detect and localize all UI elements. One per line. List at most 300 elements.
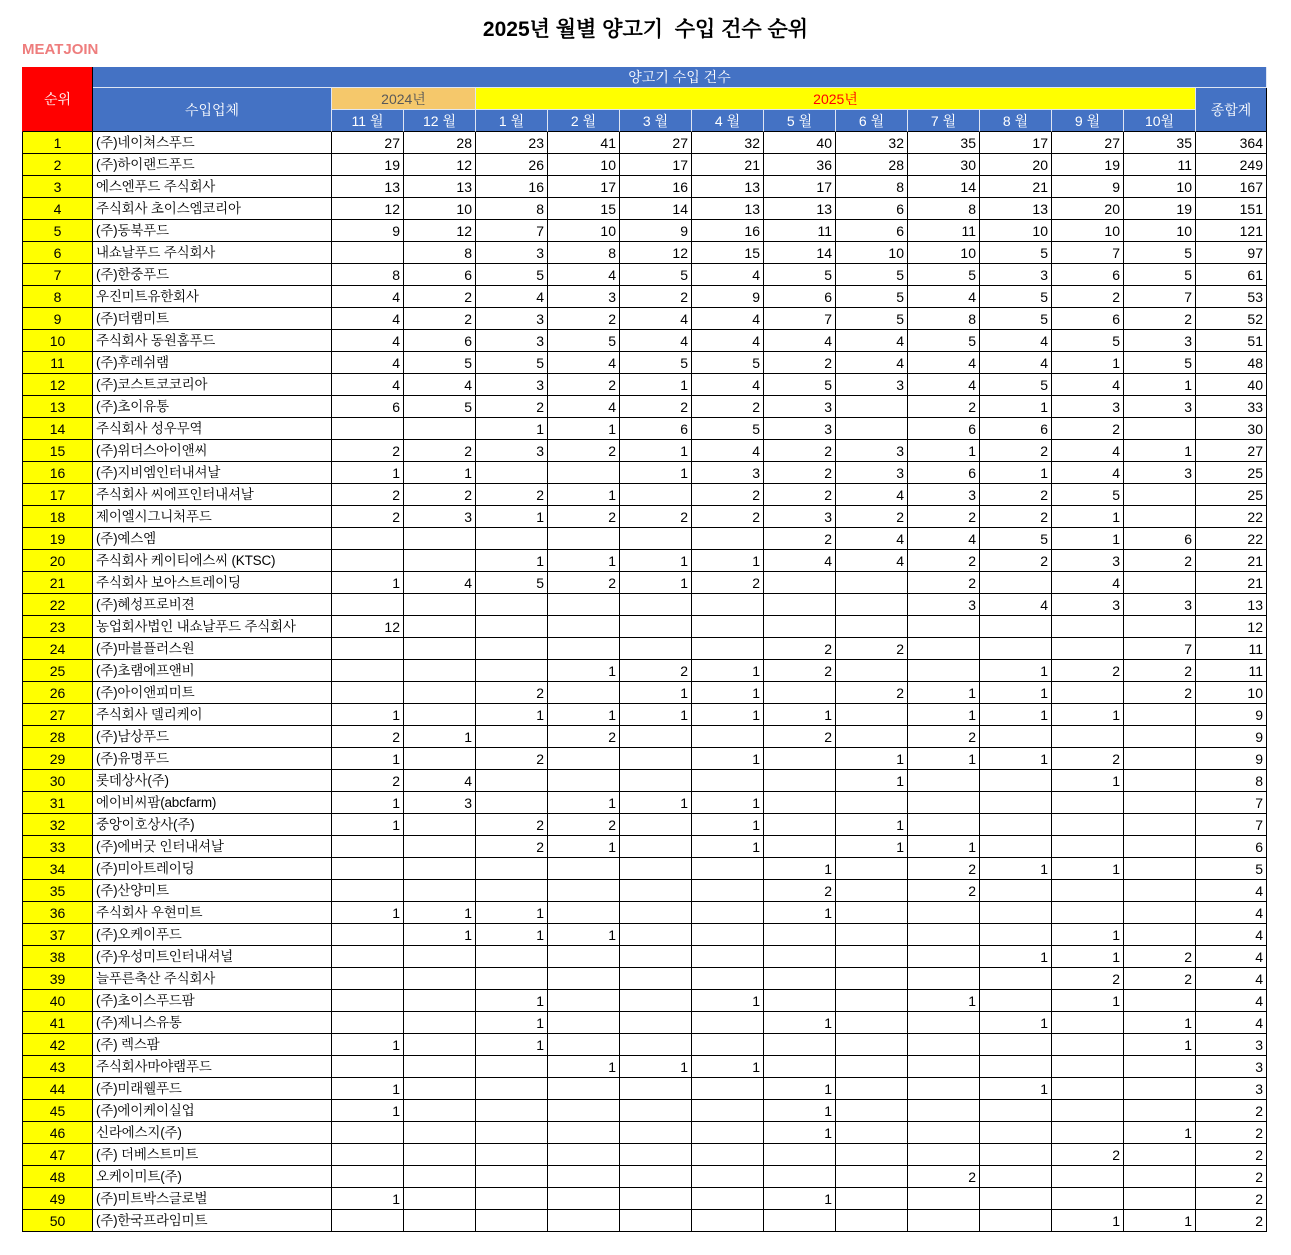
monthly-count-cell <box>404 660 476 682</box>
monthly-count-cell: 5 <box>908 330 980 352</box>
monthly-count-cell: 4 <box>908 528 980 550</box>
monthly-count-cell <box>692 1210 764 1232</box>
monthly-count-cell: 17 <box>620 154 692 176</box>
monthly-count-cell: 1 <box>908 440 980 462</box>
company-name-cell: 제이엘시그니처푸드 <box>93 506 332 528</box>
monthly-count-cell <box>908 638 980 660</box>
monthly-count-cell: 3 <box>476 308 548 330</box>
monthly-count-cell <box>548 1100 620 1122</box>
monthly-count-cell <box>1052 792 1124 814</box>
monthly-count-cell <box>692 770 764 792</box>
monthly-count-cell: 1 <box>620 550 692 572</box>
monthly-count-cell <box>332 1012 404 1034</box>
monthly-count-cell: 3 <box>476 440 548 462</box>
monthly-count-cell: 1 <box>404 462 476 484</box>
rank-cell: 11 <box>22 352 93 374</box>
company-name-cell: (주)유명푸드 <box>93 748 332 770</box>
monthly-count-cell: 3 <box>1124 462 1196 484</box>
month-header: 4 월 <box>692 110 764 132</box>
monthly-count-cell: 4 <box>1052 572 1124 594</box>
monthly-count-cell: 2 <box>908 880 980 902</box>
monthly-count-cell <box>332 858 404 880</box>
monthly-count-cell <box>548 638 620 660</box>
monthly-count-cell <box>548 1078 620 1100</box>
monthly-count-cell: 1 <box>836 814 908 836</box>
monthly-count-cell <box>332 682 404 704</box>
monthly-count-cell <box>836 902 908 924</box>
monthly-count-cell: 1 <box>692 814 764 836</box>
company-name-cell: (주)동북푸드 <box>93 220 332 242</box>
monthly-count-cell: 3 <box>1052 396 1124 418</box>
monthly-count-cell: 1 <box>692 704 764 726</box>
monthly-count-cell <box>404 1056 476 1078</box>
monthly-count-cell <box>764 1210 836 1232</box>
monthly-count-cell <box>908 1078 980 1100</box>
monthly-count-cell <box>764 1034 836 1056</box>
monthly-count-cell: 5 <box>1052 484 1124 506</box>
monthly-count-cell <box>548 1012 620 1034</box>
monthly-count-cell: 4 <box>692 374 764 396</box>
total-count-cell: 22 <box>1196 506 1267 528</box>
monthly-count-cell: 3 <box>692 462 764 484</box>
total-count-cell: 33 <box>1196 396 1267 418</box>
rank-cell: 45 <box>22 1100 93 1122</box>
total-count-cell: 7 <box>1196 814 1267 836</box>
rank-cell: 2 <box>22 154 93 176</box>
monthly-count-cell <box>764 1144 836 1166</box>
monthly-count-cell: 2 <box>692 506 764 528</box>
monthly-count-cell <box>836 1034 908 1056</box>
monthly-count-cell: 1 <box>332 814 404 836</box>
monthly-count-cell: 16 <box>692 220 764 242</box>
monthly-count-cell <box>692 638 764 660</box>
monthly-count-cell: 1 <box>620 1056 692 1078</box>
monthly-count-cell <box>404 1012 476 1034</box>
monthly-count-cell: 2 <box>908 858 980 880</box>
monthly-count-cell: 2 <box>908 1166 980 1188</box>
monthly-count-cell: 30 <box>908 154 980 176</box>
total-count-cell: 30 <box>1196 418 1267 440</box>
monthly-count-cell <box>404 990 476 1012</box>
monthly-count-cell <box>1052 616 1124 638</box>
monthly-count-cell <box>1124 418 1196 440</box>
monthly-count-cell: 1 <box>908 704 980 726</box>
monthly-count-cell: 1 <box>620 572 692 594</box>
company-name-cell: 농업회사법인 내쇼날푸드 주식회사 <box>93 616 332 638</box>
monthly-count-cell: 27 <box>620 132 692 154</box>
monthly-count-cell: 2 <box>908 506 980 528</box>
monthly-count-cell: 1 <box>1124 1034 1196 1056</box>
rank-cell: 35 <box>22 880 93 902</box>
monthly-count-cell <box>836 968 908 990</box>
company-name-cell: (주)위더스아이앤씨 <box>93 440 332 462</box>
monthly-count-cell: 1 <box>476 924 548 946</box>
monthly-count-cell: 1 <box>476 1034 548 1056</box>
rank-cell: 23 <box>22 616 93 638</box>
monthly-count-cell <box>1052 1100 1124 1122</box>
company-name-cell: (주)에버굿 인터내셔날 <box>93 836 332 858</box>
monthly-count-cell <box>692 528 764 550</box>
monthly-count-cell <box>404 616 476 638</box>
monthly-count-cell: 3 <box>836 462 908 484</box>
monthly-count-cell <box>1052 1188 1124 1210</box>
monthly-count-cell <box>620 836 692 858</box>
rank-cell: 5 <box>22 220 93 242</box>
company-name-cell: (주)제니스유통 <box>93 1012 332 1034</box>
monthly-count-cell: 5 <box>980 528 1052 550</box>
company-name-cell: (주)우성미트인터내셔널 <box>93 946 332 968</box>
monthly-count-cell: 1 <box>1124 1122 1196 1144</box>
company-header: 수입업체 <box>93 88 332 132</box>
rank-cell: 3 <box>22 176 93 198</box>
monthly-count-cell <box>908 1056 980 1078</box>
monthly-count-cell <box>1124 1144 1196 1166</box>
monthly-count-cell <box>980 902 1052 924</box>
company-name-cell: 주식회사 초이스엠코리아 <box>93 198 332 220</box>
monthly-count-cell: 2 <box>620 506 692 528</box>
monthly-count-cell <box>476 1210 548 1232</box>
monthly-count-cell <box>476 968 548 990</box>
monthly-count-cell <box>548 462 620 484</box>
rank-cell: 26 <box>22 682 93 704</box>
rank-cell: 10 <box>22 330 93 352</box>
monthly-count-cell: 14 <box>764 242 836 264</box>
monthly-count-cell <box>476 594 548 616</box>
monthly-count-cell <box>836 726 908 748</box>
monthly-count-cell <box>764 924 836 946</box>
monthly-count-cell <box>980 1056 1052 1078</box>
monthly-count-cell: 1 <box>404 726 476 748</box>
monthly-count-cell: 14 <box>620 198 692 220</box>
monthly-count-cell <box>404 968 476 990</box>
monthly-count-cell: 1 <box>476 1012 548 1034</box>
monthly-count-cell: 2 <box>620 286 692 308</box>
monthly-count-cell: 3 <box>836 374 908 396</box>
monthly-count-cell: 1 <box>476 990 548 1012</box>
year-2024-header: 2024년 <box>332 88 476 110</box>
month-header: 10월 <box>1124 110 1196 132</box>
month-header: 2 월 <box>548 110 620 132</box>
monthly-count-cell <box>908 660 980 682</box>
monthly-count-cell: 8 <box>908 308 980 330</box>
monthly-count-cell <box>764 770 836 792</box>
monthly-count-cell: 8 <box>476 198 548 220</box>
monthly-count-cell <box>332 638 404 660</box>
monthly-count-cell <box>836 1122 908 1144</box>
ranking-table <box>22 67 1267 1232</box>
monthly-count-cell: 1 <box>548 704 620 726</box>
rank-cell: 43 <box>22 1056 93 1078</box>
monthly-count-cell: 1 <box>764 902 836 924</box>
monthly-count-cell: 2 <box>908 572 980 594</box>
monthly-count-cell <box>404 1034 476 1056</box>
monthly-count-cell <box>548 682 620 704</box>
total-count-cell: 52 <box>1196 308 1267 330</box>
monthly-count-cell <box>332 1122 404 1144</box>
company-name-cell: (주)더램미트 <box>93 308 332 330</box>
monthly-count-cell <box>548 858 620 880</box>
company-name-cell: (주)산양미트 <box>93 880 332 902</box>
monthly-count-cell <box>548 528 620 550</box>
monthly-count-cell: 4 <box>836 528 908 550</box>
monthly-count-cell: 11 <box>1124 154 1196 176</box>
monthly-count-cell: 2 <box>764 726 836 748</box>
monthly-count-cell <box>836 660 908 682</box>
monthly-count-cell: 12 <box>332 616 404 638</box>
rank-cell: 18 <box>22 506 93 528</box>
monthly-count-cell <box>620 924 692 946</box>
monthly-count-cell: 1 <box>548 792 620 814</box>
monthly-count-cell: 4 <box>548 352 620 374</box>
total-count-cell: 4 <box>1196 902 1267 924</box>
total-count-cell: 11 <box>1196 660 1267 682</box>
monthly-count-cell: 2 <box>332 726 404 748</box>
monthly-count-cell: 2 <box>476 682 548 704</box>
monthly-count-cell <box>980 726 1052 748</box>
monthly-count-cell: 13 <box>980 198 1052 220</box>
monthly-count-cell <box>836 1056 908 1078</box>
monthly-count-cell <box>692 924 764 946</box>
monthly-count-cell <box>980 990 1052 1012</box>
company-name-cell: (주)초이스푸드팜 <box>93 990 332 1012</box>
total-count-cell: 249 <box>1196 154 1267 176</box>
monthly-count-cell <box>404 1100 476 1122</box>
monthly-count-cell <box>620 638 692 660</box>
monthly-count-cell: 1 <box>548 418 620 440</box>
monthly-count-cell: 7 <box>1124 286 1196 308</box>
monthly-count-cell: 13 <box>692 176 764 198</box>
monthly-count-cell <box>692 1100 764 1122</box>
monthly-count-cell <box>764 946 836 968</box>
total-count-cell: 4 <box>1196 946 1267 968</box>
rank-cell: 31 <box>22 792 93 814</box>
month-header: 11 월 <box>332 110 404 132</box>
monthly-count-cell: 1 <box>332 1034 404 1056</box>
total-count-cell: 167 <box>1196 176 1267 198</box>
monthly-count-cell: 10 <box>1124 220 1196 242</box>
monthly-count-cell: 1 <box>1052 924 1124 946</box>
monthly-count-cell <box>620 858 692 880</box>
monthly-count-cell: 11 <box>764 220 836 242</box>
monthly-count-cell <box>476 528 548 550</box>
monthly-count-cell <box>1052 682 1124 704</box>
rank-cell: 34 <box>22 858 93 880</box>
company-name-cell: 주식회사 동원홈푸드 <box>93 330 332 352</box>
monthly-count-cell: 2 <box>1124 968 1196 990</box>
meatjoin-logo: MEATJOIN <box>22 41 99 58</box>
monthly-count-cell: 16 <box>476 176 548 198</box>
monthly-count-cell <box>1124 726 1196 748</box>
monthly-count-cell <box>692 946 764 968</box>
monthly-count-cell: 6 <box>908 418 980 440</box>
month-header: 8 월 <box>980 110 1052 132</box>
monthly-count-cell: 19 <box>1052 154 1124 176</box>
monthly-count-cell: 1 <box>332 902 404 924</box>
monthly-count-cell: 2 <box>764 440 836 462</box>
monthly-count-cell: 9 <box>1052 176 1124 198</box>
monthly-count-cell: 1 <box>548 1056 620 1078</box>
monthly-count-cell <box>1052 1122 1124 1144</box>
monthly-count-cell <box>404 638 476 660</box>
rank-cell: 21 <box>22 572 93 594</box>
monthly-count-cell <box>980 968 1052 990</box>
monthly-count-cell: 2 <box>548 726 620 748</box>
monthly-count-cell <box>476 1166 548 1188</box>
monthly-count-cell: 5 <box>980 374 1052 396</box>
rank-cell: 32 <box>22 814 93 836</box>
month-header: 7 월 <box>908 110 980 132</box>
rank-cell: 7 <box>22 264 93 286</box>
rank-cell: 36 <box>22 902 93 924</box>
monthly-count-cell <box>908 1188 980 1210</box>
rank-cell: 15 <box>22 440 93 462</box>
monthly-count-cell: 9 <box>332 220 404 242</box>
total-count-cell: 4 <box>1196 924 1267 946</box>
monthly-count-cell <box>908 814 980 836</box>
monthly-count-cell: 1 <box>1052 352 1124 374</box>
monthly-count-cell: 3 <box>980 264 1052 286</box>
total-count-cell: 3 <box>1196 1056 1267 1078</box>
monthly-count-cell <box>836 1166 908 1188</box>
company-name-cell: 에이비씨팜(abcfarm) <box>93 792 332 814</box>
monthly-count-cell: 16 <box>620 176 692 198</box>
monthly-count-cell: 1 <box>476 704 548 726</box>
monthly-count-cell <box>548 1188 620 1210</box>
monthly-count-cell: 1 <box>548 660 620 682</box>
monthly-count-cell: 1 <box>692 682 764 704</box>
month-header: 5 월 <box>764 110 836 132</box>
total-header: 종합계 <box>1196 88 1267 132</box>
monthly-count-cell: 4 <box>548 264 620 286</box>
monthly-count-cell: 12 <box>332 198 404 220</box>
monthly-count-cell: 11 <box>908 220 980 242</box>
monthly-count-cell: 2 <box>764 462 836 484</box>
monthly-count-cell: 3 <box>404 506 476 528</box>
monthly-count-cell: 1 <box>908 748 980 770</box>
total-count-cell: 5 <box>1196 858 1267 880</box>
monthly-count-cell <box>332 660 404 682</box>
monthly-count-cell <box>764 792 836 814</box>
monthly-count-cell <box>692 1078 764 1100</box>
monthly-count-cell: 1 <box>620 704 692 726</box>
monthly-count-cell: 2 <box>404 484 476 506</box>
company-name-cell: (주)초램에프앤비 <box>93 660 332 682</box>
monthly-count-cell: 4 <box>332 308 404 330</box>
monthly-count-cell: 2 <box>908 550 980 572</box>
total-count-cell: 9 <box>1196 726 1267 748</box>
monthly-count-cell <box>764 682 836 704</box>
monthly-count-cell <box>620 902 692 924</box>
monthly-count-cell <box>620 1078 692 1100</box>
monthly-count-cell <box>1124 924 1196 946</box>
monthly-count-cell <box>404 1144 476 1166</box>
monthly-count-cell <box>404 880 476 902</box>
monthly-count-cell: 2 <box>1052 968 1124 990</box>
company-name-cell: 오케이미트(주) <box>93 1166 332 1188</box>
rank-cell: 39 <box>22 968 93 990</box>
monthly-count-cell: 2 <box>764 880 836 902</box>
monthly-count-cell: 1 <box>836 748 908 770</box>
monthly-count-cell <box>980 1144 1052 1166</box>
monthly-count-cell: 5 <box>980 286 1052 308</box>
monthly-count-cell: 5 <box>404 396 476 418</box>
monthly-count-cell <box>620 770 692 792</box>
monthly-count-cell <box>1052 1012 1124 1034</box>
company-name-cell: 주식회사 성우무역 <box>93 418 332 440</box>
company-name-cell: (주) 렉스팜 <box>93 1034 332 1056</box>
monthly-count-cell <box>1052 1034 1124 1056</box>
monthly-count-cell <box>1124 792 1196 814</box>
monthly-count-cell <box>404 528 476 550</box>
monthly-count-cell: 2 <box>332 440 404 462</box>
monthly-count-cell: 10 <box>404 198 476 220</box>
monthly-count-cell: 4 <box>836 550 908 572</box>
monthly-count-cell: 2 <box>476 814 548 836</box>
monthly-count-cell: 1 <box>980 704 1052 726</box>
monthly-count-cell: 4 <box>980 330 1052 352</box>
monthly-count-cell <box>836 396 908 418</box>
monthly-count-cell <box>836 1188 908 1210</box>
rank-cell: 16 <box>22 462 93 484</box>
monthly-count-cell: 4 <box>332 330 404 352</box>
rank-cell: 1 <box>22 132 93 154</box>
monthly-count-cell <box>836 858 908 880</box>
monthly-count-cell: 27 <box>1052 132 1124 154</box>
monthly-count-cell: 1 <box>548 924 620 946</box>
monthly-count-cell: 36 <box>764 154 836 176</box>
total-count-cell: 8 <box>1196 770 1267 792</box>
company-name-cell: 신라에스지(주) <box>93 1122 332 1144</box>
monthly-count-cell: 1 <box>692 748 764 770</box>
monthly-count-cell: 1 <box>980 462 1052 484</box>
total-count-cell: 2 <box>1196 1166 1267 1188</box>
monthly-count-cell: 5 <box>620 264 692 286</box>
rank-cell: 8 <box>22 286 93 308</box>
monthly-count-cell: 6 <box>980 418 1052 440</box>
monthly-count-cell: 2 <box>764 660 836 682</box>
monthly-count-cell <box>1124 770 1196 792</box>
monthly-count-cell <box>980 836 1052 858</box>
monthly-count-cell <box>332 528 404 550</box>
company-name-cell: 주식회사 보아스트레이딩 <box>93 572 332 594</box>
monthly-count-cell: 6 <box>404 264 476 286</box>
monthly-count-cell: 2 <box>980 440 1052 462</box>
monthly-count-cell: 1 <box>620 440 692 462</box>
monthly-count-cell <box>1124 1078 1196 1100</box>
monthly-count-cell: 4 <box>764 330 836 352</box>
monthly-count-cell: 32 <box>692 132 764 154</box>
rank-cell: 49 <box>22 1188 93 1210</box>
monthly-count-cell: 6 <box>1052 308 1124 330</box>
monthly-count-cell <box>908 1100 980 1122</box>
monthly-count-cell <box>836 1100 908 1122</box>
company-name-cell: 중앙이호상사(주) <box>93 814 332 836</box>
monthly-count-cell <box>764 748 836 770</box>
monthly-count-cell: 1 <box>1124 440 1196 462</box>
monthly-count-cell: 3 <box>1124 594 1196 616</box>
monthly-count-cell: 8 <box>548 242 620 264</box>
monthly-count-cell <box>908 1122 980 1144</box>
monthly-count-cell: 2 <box>1052 286 1124 308</box>
monthly-count-cell <box>548 1034 620 1056</box>
monthly-count-cell: 4 <box>620 308 692 330</box>
monthly-count-cell <box>548 1166 620 1188</box>
monthly-count-cell: 1 <box>1052 528 1124 550</box>
monthly-count-cell: 5 <box>548 330 620 352</box>
monthly-count-cell: 1 <box>692 1056 764 1078</box>
monthly-count-cell: 1 <box>908 990 980 1012</box>
monthly-count-cell: 4 <box>332 374 404 396</box>
